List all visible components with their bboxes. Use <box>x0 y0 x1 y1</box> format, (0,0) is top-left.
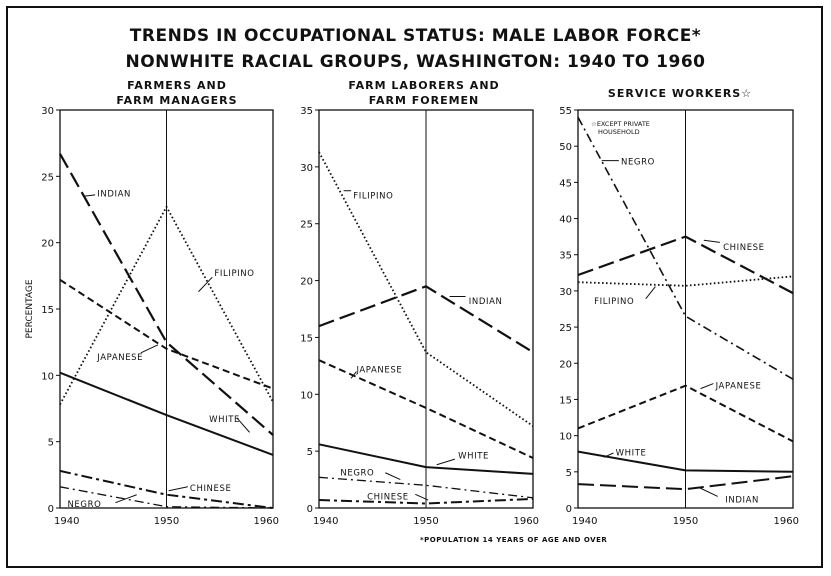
series-label-indian: INDIAN <box>97 189 131 200</box>
series-label-white: WHITE <box>615 448 647 459</box>
series-label-white: WHITE <box>209 415 240 426</box>
series-label-indian: INDIAN <box>468 297 503 308</box>
label-leader-line <box>115 495 136 503</box>
series-label-negro: NEGRO <box>340 468 375 479</box>
footnote: *POPULATION 14 YEARS OF AGE AND OVER <box>420 536 608 544</box>
y-axis-label: PERCENTAGE <box>25 279 35 339</box>
series-label-negro: NEGRO <box>67 500 102 511</box>
label-leader-line <box>704 240 720 242</box>
series-label-chinese: CHINESE <box>189 484 232 495</box>
label-leader-line <box>385 473 400 480</box>
label-leader-line <box>169 487 188 491</box>
series-label-indian: INDIAN <box>725 495 759 506</box>
panel-1-plot <box>25 106 279 527</box>
y-tick-label: 30 <box>559 286 572 298</box>
series-label-filipino: FILIPINO <box>214 269 255 280</box>
y-tick-label: 10 <box>300 390 313 402</box>
y-tick-label: 45 <box>559 178 572 190</box>
y-tick-label: 5 <box>47 437 54 449</box>
figure-title-line2: NONWHITE RACIAL GROUPS, WASHINGTON: 1940 TO 1960 <box>125 52 706 72</box>
y-tick-label: 30 <box>300 162 313 174</box>
y-tick-label: 0 <box>47 504 54 515</box>
label-leader-line <box>141 345 158 353</box>
y-tick-label: 15 <box>41 305 54 316</box>
y-tick-label: 10 <box>41 371 54 383</box>
y-tick-label: 5 <box>306 447 313 459</box>
x-tick-label: 1960 <box>253 516 279 527</box>
y-tick-label: 30 <box>41 106 54 117</box>
y-tick-label: 5 <box>565 467 572 479</box>
y-tick-label: 25 <box>559 323 572 335</box>
panel-note: ☆EXCEPT PRIVATE <box>591 120 650 128</box>
series-label-negro: NEGRO <box>621 157 655 168</box>
y-tick-label: 20 <box>41 238 54 250</box>
series-label-chinese: CHINESE <box>723 242 765 253</box>
series-label-japanese: JAPANESE <box>97 352 144 363</box>
x-tick-label: 1940 <box>572 516 598 527</box>
y-tick-label: 20 <box>559 359 572 371</box>
y-tick-label: 15 <box>300 333 313 345</box>
series-label-filipino: FILIPINO <box>594 297 635 308</box>
panel-note-line2: HOUSEHOLD <box>598 128 640 136</box>
label-leader-line <box>198 277 212 292</box>
label-leader-line <box>701 384 714 389</box>
x-tick-label: 1950 <box>672 516 699 527</box>
label-leader-line <box>83 195 95 196</box>
label-leader-line <box>646 287 656 299</box>
y-tick-label: 0 <box>565 504 572 515</box>
panel1-title-line1: FARMERS AND <box>127 79 227 92</box>
y-tick-label: 10 <box>559 431 572 443</box>
series-label-filipino: FILIPINO <box>353 191 394 202</box>
panel-2-plot <box>300 106 539 527</box>
series-label-japanese: JAPANESE <box>356 365 403 376</box>
x-tick-label: 1960 <box>773 516 799 527</box>
y-tick-label: 0 <box>306 504 313 515</box>
y-tick-label: 40 <box>559 214 572 226</box>
x-tick-label: 1960 <box>513 516 539 527</box>
y-tick-label: 35 <box>300 106 313 117</box>
series-label-japanese: JAPANESE <box>715 381 762 392</box>
panel2-title-line2: FARM FOREMEN <box>368 94 480 107</box>
series-label-white: WHITE <box>458 451 489 462</box>
y-tick-label: 50 <box>559 142 572 154</box>
x-tick-label: 1940 <box>313 516 339 527</box>
x-tick-label: 1940 <box>54 516 80 527</box>
x-tick-label: 1950 <box>413 516 439 527</box>
y-tick-label: 25 <box>41 172 54 184</box>
panel3-title-line1: SERVICE WORKERS☆ <box>607 87 753 100</box>
panel-3-plot <box>559 106 799 527</box>
label-leader-line <box>437 459 455 465</box>
panel2-title-line1: FARM LABORERS AND <box>348 79 500 92</box>
y-tick-label: 20 <box>300 276 313 288</box>
y-tick-label: 35 <box>559 250 572 262</box>
series-label-chinese: CHINESE <box>367 492 409 503</box>
y-tick-label: 25 <box>300 219 313 231</box>
x-tick-label: 1950 <box>153 516 180 527</box>
label-leader-line <box>699 488 717 497</box>
panel1-title-line2: FARM MANAGERS <box>116 94 238 107</box>
y-tick-label: 55 <box>559 106 572 117</box>
figure-title-line1: TRENDS IN OCCUPATIONAL STATUS: MALE LABOR FORCE* <box>129 26 702 46</box>
y-tick-label: 15 <box>559 395 572 407</box>
